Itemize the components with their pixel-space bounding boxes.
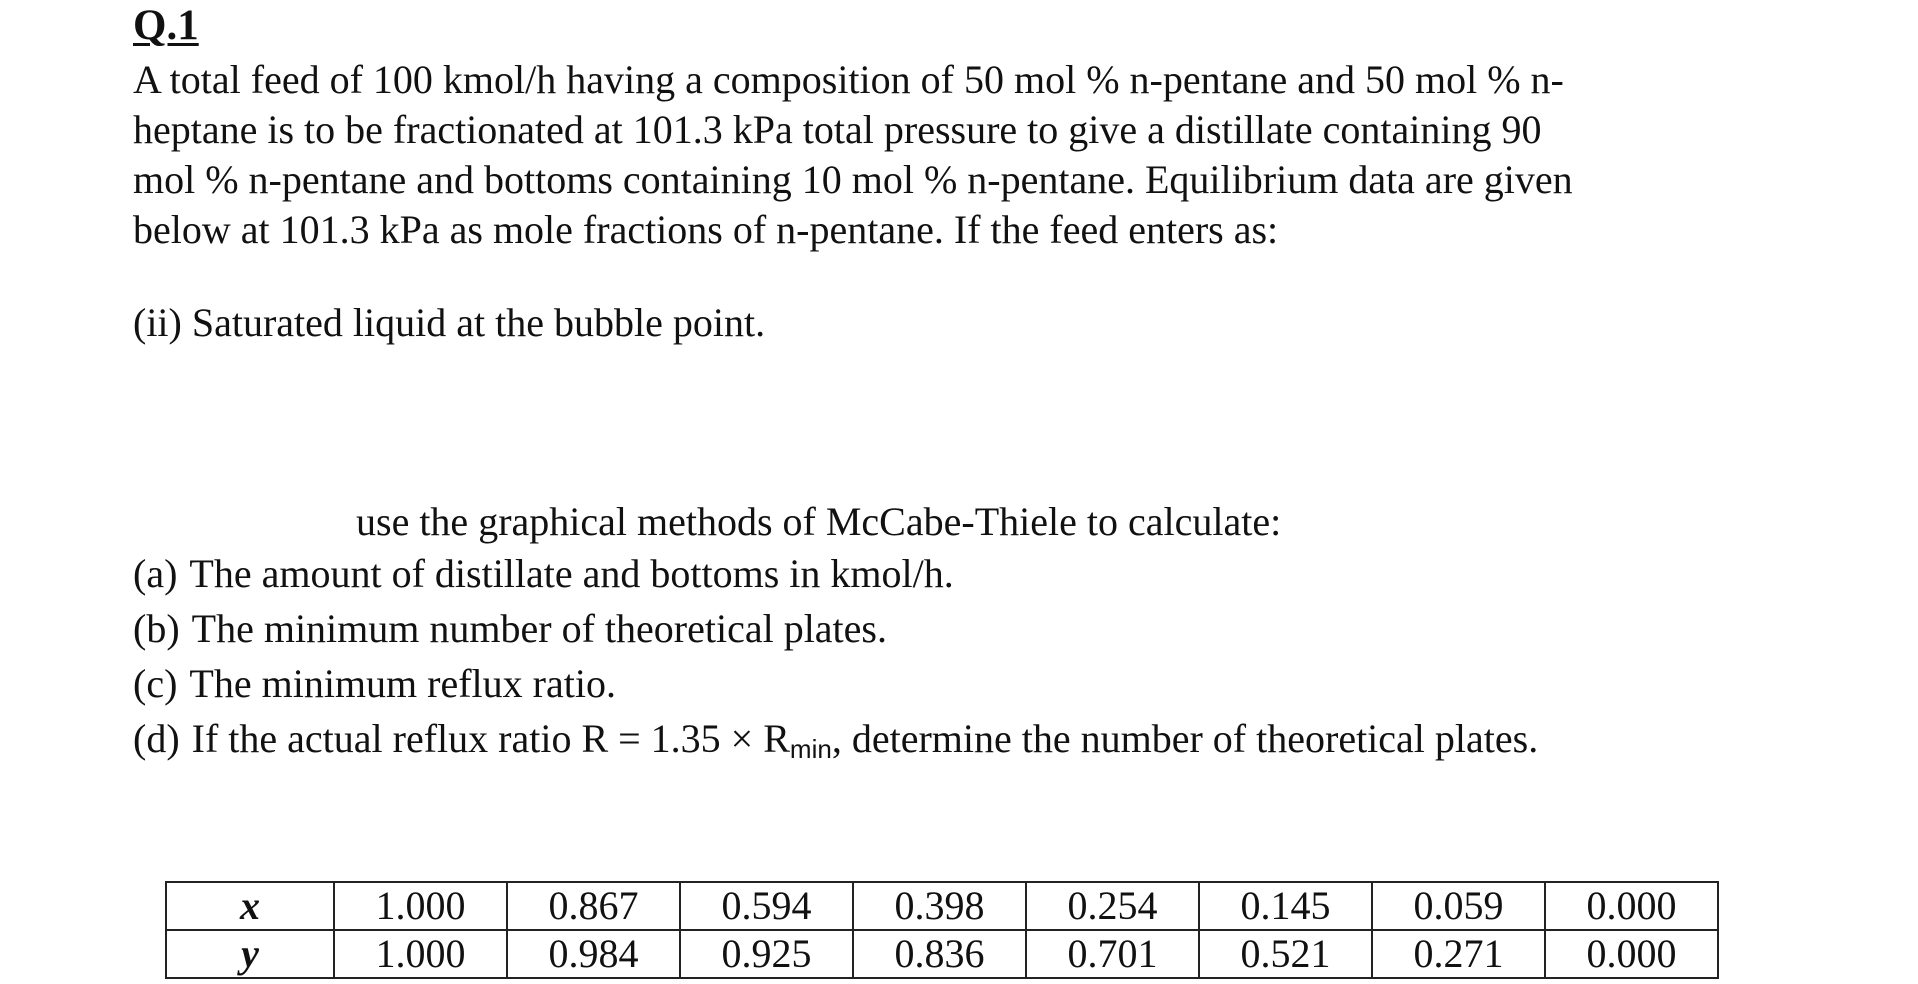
part-text: The minimum reflux ratio. [189, 661, 616, 706]
table-cell: 0.701 [1026, 930, 1199, 978]
part-text-tail: , determine the number of theoretical plates. [831, 716, 1539, 761]
statement-line: A total feed of 100 kmol/h having a composition of 50 mol % n-pentane and 50 mol % n- [133, 57, 1564, 102]
question-part-b [133, 604, 1538, 659]
table-cell: 1.000 [334, 930, 507, 978]
question-part-c [133, 659, 1538, 714]
table-cell: 0.254 [1026, 882, 1199, 930]
part-text: The amount of distillate and bottoms in kmol/h. [189, 551, 954, 596]
part-marker: (a) [133, 551, 178, 596]
table-cell: 0.059 [1372, 882, 1545, 930]
row-header-x: x [166, 882, 334, 930]
equilibrium-data-table [165, 881, 1719, 979]
table-cell: 0.271 [1372, 930, 1545, 978]
subscript-min: min [789, 734, 832, 764]
method-instruction: use the graphical methods of McCabe-Thiele to calculate: [356, 499, 1282, 544]
table-cell: 1.000 [334, 882, 507, 930]
table-cell: 0.145 [1199, 882, 1372, 930]
statement-line: below at 101.3 kPa as mole fractions of n-pentane. If the feed enters as: [133, 207, 1279, 252]
part-marker: (d) [133, 716, 180, 761]
table-cell: 0.000 [1545, 930, 1718, 978]
row-header-y: y [166, 930, 334, 978]
statement-line: heptane is to be fractionated at 101.3 kPa total pressure to give a distillate containing 90 [133, 107, 1542, 152]
question-part-a [133, 549, 1538, 604]
question-parts-list [133, 549, 1538, 769]
table-cell: 0.925 [680, 930, 853, 978]
table-cell: 0.836 [853, 930, 1026, 978]
table-cell: 0.000 [1545, 882, 1718, 930]
feed-condition: (ii) Saturated liquid at the bubble point. [133, 300, 766, 345]
table-cell: 0.398 [853, 882, 1026, 930]
question-part-d [133, 714, 1538, 769]
part-text: If the actual reflux ratio R = 1.35 × R [191, 716, 790, 761]
part-text: The minimum number of theoretical plates. [191, 606, 887, 651]
problem-statement [133, 55, 1693, 255]
table-row-y [166, 930, 1718, 978]
statement-line: mol % n-pentane and bottoms containing 10 mol % n-pentane. Equilibrium data are given [133, 157, 1573, 202]
table-cell: 0.594 [680, 882, 853, 930]
table-cell: 0.984 [507, 930, 680, 978]
table-cell: 0.521 [1199, 930, 1372, 978]
part-marker: (b) [133, 606, 180, 651]
table-cell: 0.867 [507, 882, 680, 930]
part-marker: (c) [133, 661, 178, 706]
table-row-x [166, 882, 1718, 930]
question-title: Q.1 [133, 2, 199, 49]
